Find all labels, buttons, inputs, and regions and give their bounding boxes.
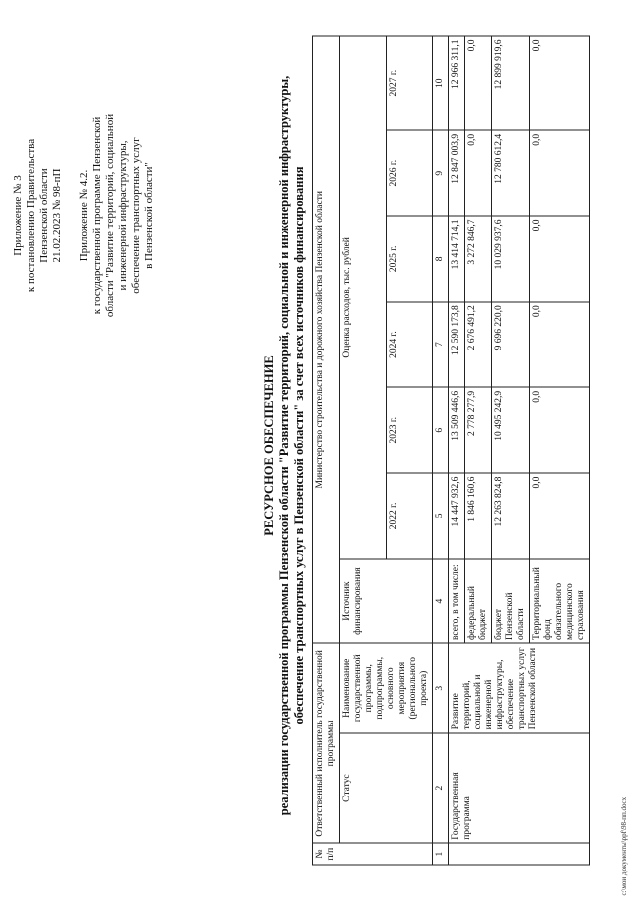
value-cell: 1 846 160,6 — [465, 473, 492, 559]
header-row — [340, 36, 387, 865]
source-cell: бюджет Пензенской области — [492, 558, 530, 643]
value-cell: 0,0 — [530, 130, 590, 216]
year-2026: 2026 г. — [386, 130, 433, 216]
title-line3: обеспечение транспортных услуг в Пензенской области" за счет всех источников финансирования — [292, 166, 306, 724]
row-number-cell — [449, 843, 590, 865]
value-cell: 14 447 932,6 — [449, 473, 465, 559]
value-cell: 0,0 — [465, 36, 492, 130]
value-cell: 9 696 220,0 — [492, 301, 530, 387]
col-number: 4 — [433, 558, 449, 643]
header-status: Статус — [340, 732, 433, 842]
year-2025: 2025 г. — [386, 216, 433, 302]
year-2024: 2024 г. — [386, 301, 433, 387]
value-cell: 13 414 714,1 — [449, 216, 465, 302]
value-cell: 12 899 919,6 — [492, 36, 530, 130]
source-cell: федеральный бюджет — [465, 558, 492, 643]
value-cell: 12 966 311,1 — [449, 36, 465, 130]
title-line1: РЕСУРСНОЕ ОБЕСПЕЧЕНИЕ — [262, 354, 276, 536]
appendix-3-line3: Пензенской области — [38, 167, 50, 263]
header-name: Наименование государственной программы, подпрограммы, основного мероприятия (регионального проекта) — [340, 643, 433, 732]
value-cell: 13 509 446,6 — [449, 387, 465, 473]
header-num: № п/п — [313, 843, 433, 865]
value-cell: 10 495 242,9 — [492, 387, 530, 473]
header-executor: Ответственный исполнитель государственной программы — [313, 643, 340, 843]
appendix-3-header — [12, 85, 64, 345]
year-2023: 2023 г. — [386, 387, 433, 473]
appendix-4-2-line5: обеспечение транспортных услуг — [130, 136, 142, 294]
appendix-4-2-line3: области "Развитие территорий, социальной — [104, 113, 116, 317]
col-number: 6 — [433, 387, 449, 473]
document-title — [262, 45, 307, 845]
status-cell: Государственная программа — [449, 732, 590, 842]
executor-row — [313, 36, 340, 865]
value-cell: 12 590 173,8 — [449, 301, 465, 387]
header-estimate: Оценка расходов, тыс. рублей — [340, 36, 387, 559]
col-number: 2 — [433, 732, 449, 842]
appendix-3-line4: 21.02.2023 № 98-пП — [51, 168, 63, 262]
source-cell: Территориальный фонд обязательного медицинского страхования — [530, 558, 590, 643]
appendix-4-2-line1: Приложение № 4.2. — [78, 169, 90, 261]
col-number: 10 — [433, 36, 449, 130]
appendix-4-2-line4: и инженерной инфраструктуры, — [117, 140, 129, 291]
col-number: 8 — [433, 216, 449, 302]
year-2027: 2027 г. — [386, 36, 433, 130]
file-path-footer: c:\мои документы\ppf\98-пп.docx — [620, 796, 628, 895]
value-cell: 0,0 — [530, 387, 590, 473]
value-cell: 0,0 — [530, 36, 590, 130]
appendix-4-2-header — [78, 85, 156, 345]
title-line2: реализации государственной программы Пензенской области "Развитие территорий, социальной и инженерной инфраструктуры, — [277, 75, 291, 815]
value-cell: 12 263 824,8 — [492, 473, 530, 559]
value-cell: 0,0 — [530, 473, 590, 559]
value-cell: 12 780 612,4 — [492, 130, 530, 216]
appendix-4-2-line2: к государственной программе Пензенской — [91, 116, 103, 314]
col-number: 1 — [433, 843, 449, 865]
value-cell: 0,0 — [530, 301, 590, 387]
value-cell: 0,0 — [530, 216, 590, 302]
value-cell: 12 847 003,9 — [449, 130, 465, 216]
appendix-3-line1: Приложение № 3 — [12, 174, 24, 256]
col-number: 3 — [433, 643, 449, 732]
table-row — [449, 36, 465, 865]
col-number: 5 — [433, 473, 449, 559]
resource-table — [312, 35, 590, 865]
header-ministry: Министерство строительства и дорожного хозяйства Пензенской области — [313, 36, 340, 644]
program-name-cell: Развитие территорий, социальной и инженерной инфраструктуры, обеспечение транспортных услуг Пензенской области — [449, 643, 590, 732]
appendix-3-line2: к постановлению Правительства — [25, 138, 37, 292]
value-cell: 3 272 846,7 — [465, 216, 492, 302]
value-cell: 0,0 — [465, 130, 492, 216]
col-number: 7 — [433, 301, 449, 387]
column-numbers-row — [433, 36, 449, 865]
value-cell: 2 676 491,2 — [465, 301, 492, 387]
appendix-4-2-line6: в Пензенской области" — [143, 161, 155, 269]
value-cell: 2 778 277,9 — [465, 387, 492, 473]
header-source: Источник финансирования — [340, 558, 433, 643]
source-cell: всего, в том числе: — [449, 558, 465, 643]
col-number: 9 — [433, 130, 449, 216]
value-cell: 10 029 937,6 — [492, 216, 530, 302]
year-2022: 2022 г. — [386, 473, 433, 559]
